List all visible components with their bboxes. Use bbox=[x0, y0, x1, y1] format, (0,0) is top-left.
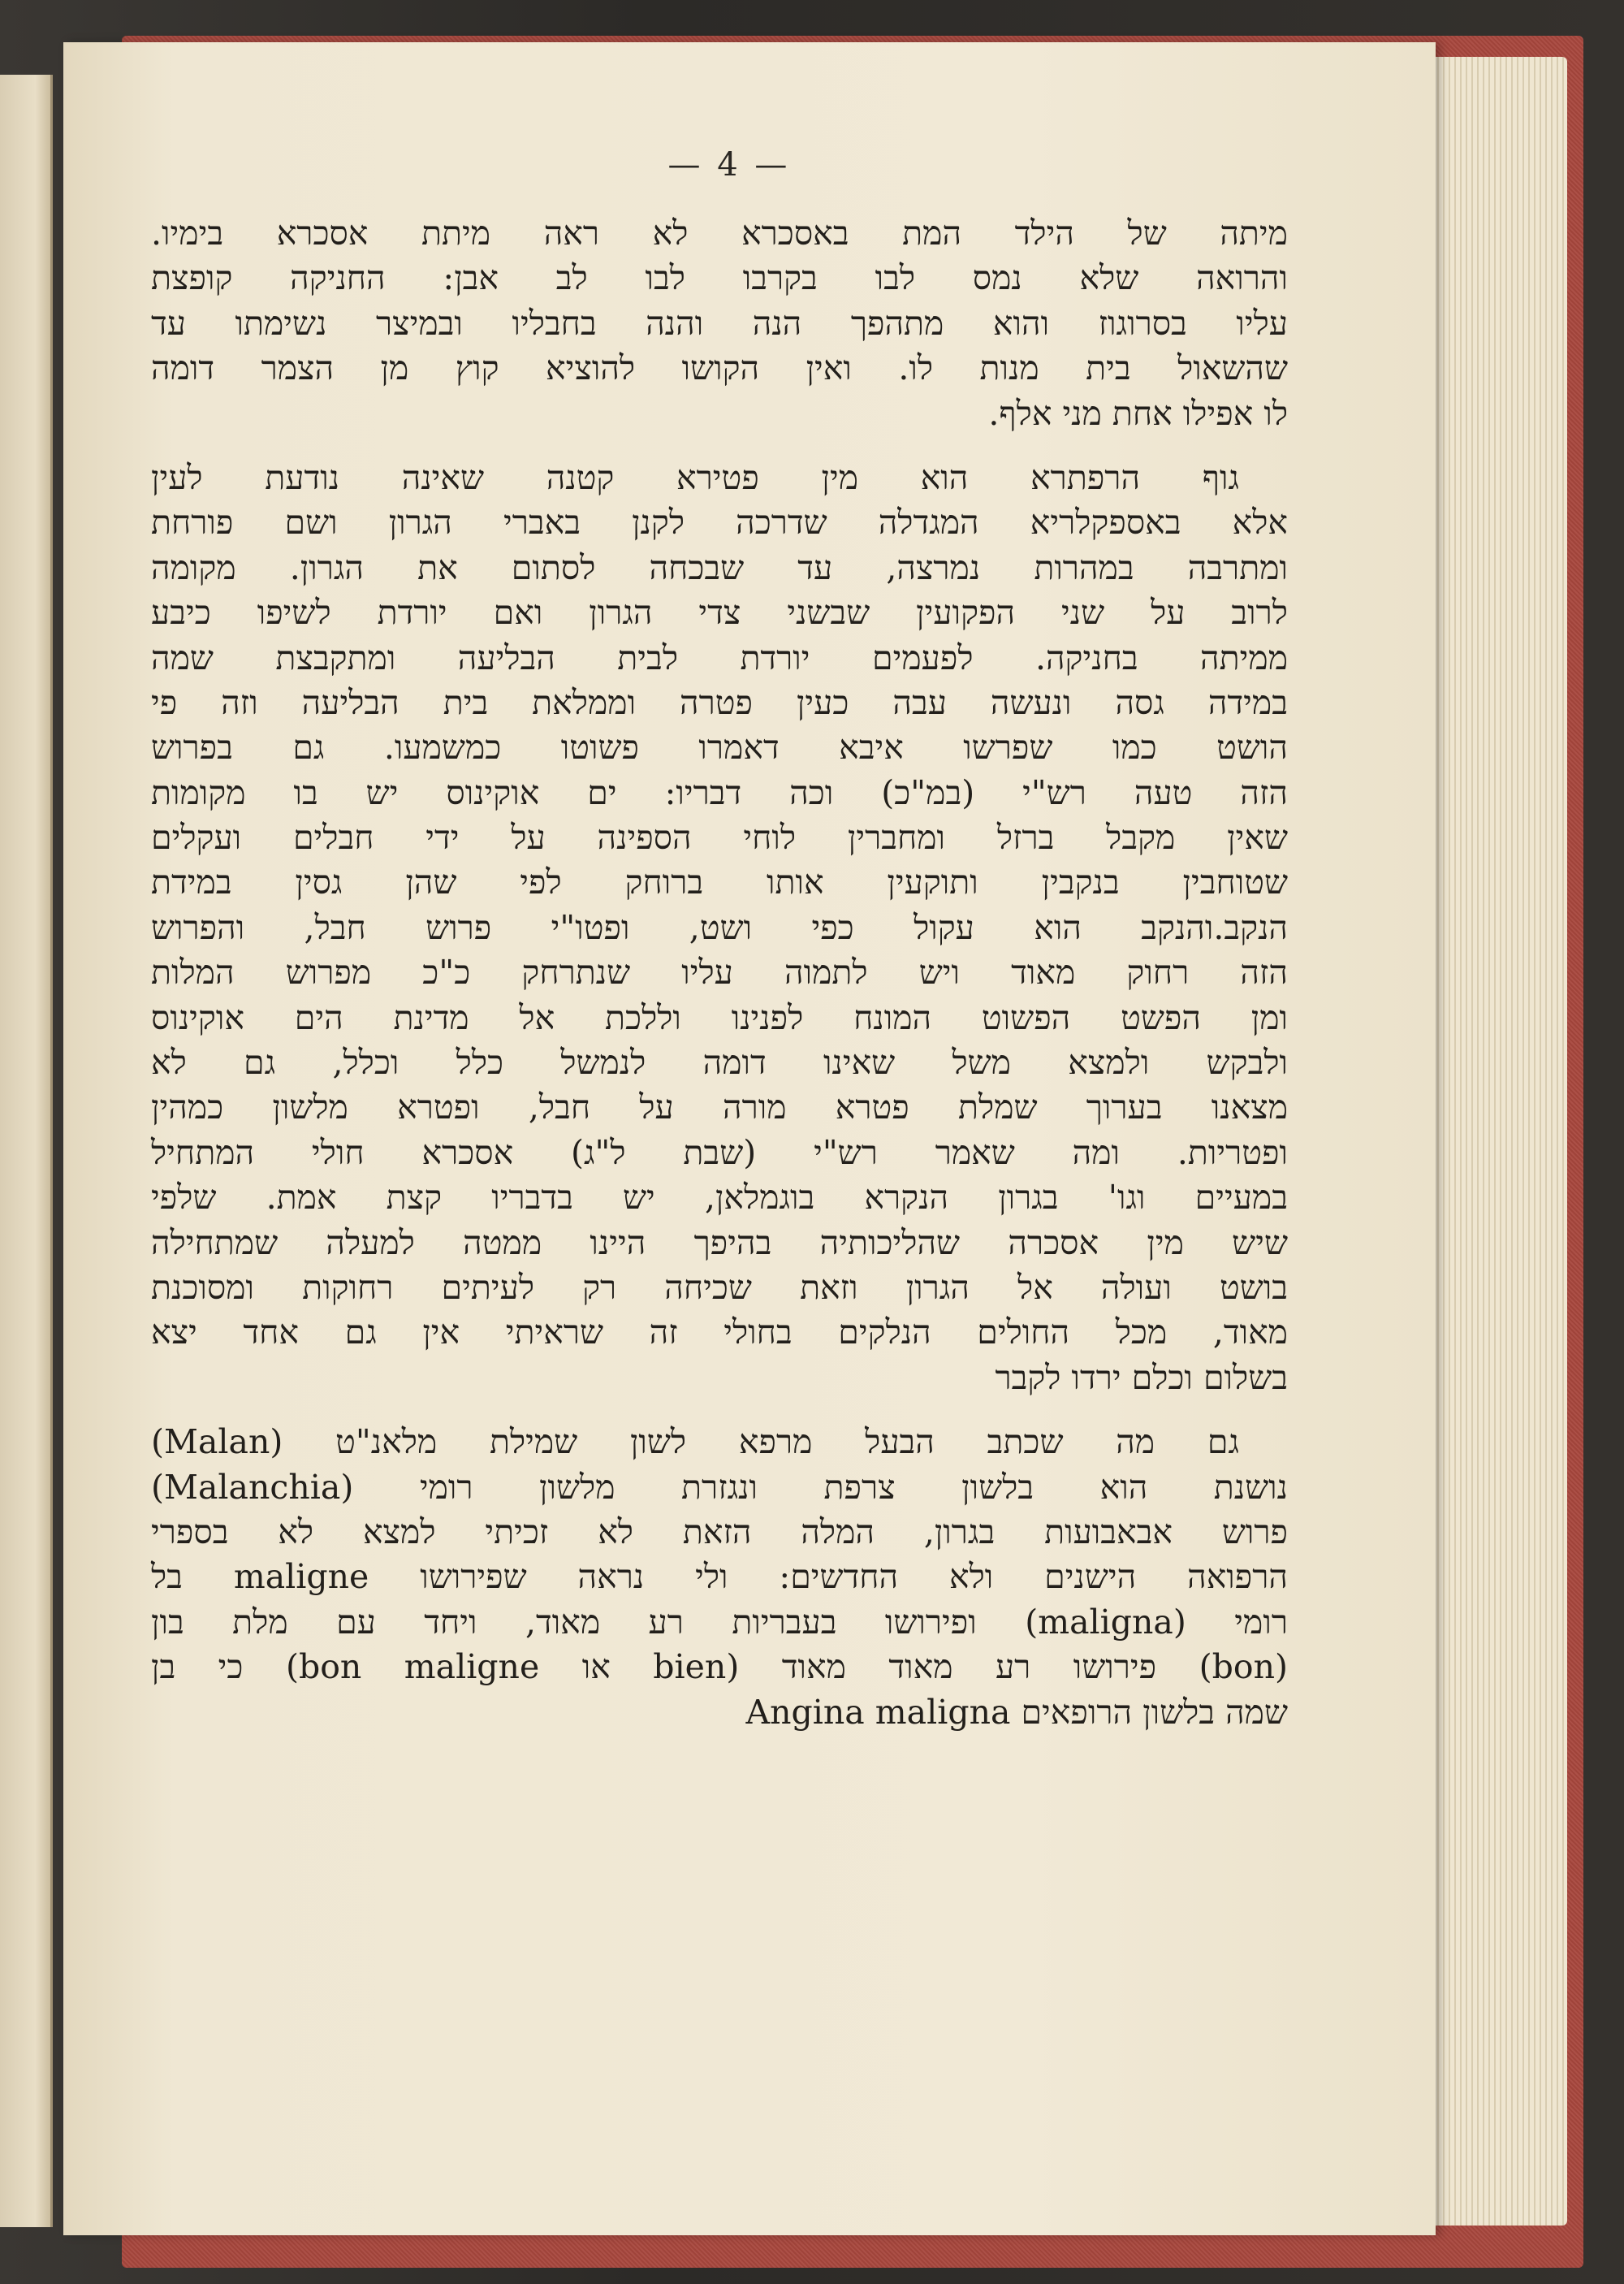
text-line: הנקב.והנקב הוא עקול כפי ושט, ופטו"י פרוש חבל, והפרוש bbox=[151, 907, 1288, 947]
text-line: שאין מקבל ברזל ומחברין לוחי הספינה על ידי חבלים ועקלים bbox=[151, 818, 1288, 858]
text-line: שיש מין אסכרה שהליכותיה בהיפך היינו ממטה למעלה שמתחילה bbox=[151, 1222, 1288, 1262]
text-line: בשלום וכלם ירדו לקבר bbox=[995, 1357, 1288, 1397]
text-line: מיתה של הילד המת באסכרא לא ראה מיתת אסכרא בימיו. bbox=[151, 214, 1288, 253]
text-line: מאוד, מכל החולים הנלקים בחולי זה שראיתי אין גם אחד יצא bbox=[151, 1313, 1288, 1352]
text-line: פרוש אבאבועות בגרון, המלה הזאת לא זכיתי למצא לא בספרי bbox=[151, 1512, 1288, 1551]
paragraph bbox=[151, 211, 1288, 436]
page-number: — 4 — bbox=[667, 146, 791, 184]
text-line: הושט כמו שפרשו איבא דאמרו פשוטו כמשמעו. גם בפרוש bbox=[151, 728, 1288, 768]
text-line: ומן הפשט הפשוט המונח לפנינו וללכת אל מדינת הים אוקינוס bbox=[151, 997, 1288, 1037]
text-line: ופטריות. ומה שאמר רש"י (שבת ל"ג) אסכרא חולי המתחיל bbox=[151, 1132, 1288, 1172]
text-line: גם מה שכתב הבעל מרפא לשון שמילת מלאנ"ט (Malan) bbox=[151, 1422, 1239, 1462]
text-line: רומי (maligna) ופירושו בעבריות רע מאוד, ויחד עם מלת בון bbox=[151, 1602, 1288, 1642]
paragraph bbox=[151, 456, 1288, 1400]
text-line: אלא באספקלריא המגדלה שדרכה לקנן באברי הגרון ושם פורחת bbox=[151, 503, 1288, 543]
text-line: עליו בסרוגוז והוא מתהפך הנה והנה בחבליו ובמיצר נשימתו עד bbox=[151, 303, 1288, 343]
text-line: הזה טעה רש"י (במ"כ) וכה דבריו: ים אוקינוס יש בו מקומות bbox=[151, 772, 1288, 812]
text-line: ולבקש ולמצא משל שאינו דומה לנמשל כלל וכלל, גם לא bbox=[151, 1043, 1288, 1083]
text-line: מצאנו בערוך שמלת פטרא מורה על חבל, ופטרא מלשון כמהין bbox=[151, 1088, 1288, 1127]
text-line: במידה גסה ונעשה עבה כעין פטרה וממלאת בית הבליעה וזה פי bbox=[151, 682, 1288, 722]
text-line: לו אפילו אחת מני אלף. bbox=[988, 393, 1288, 433]
text-line: שטוחבין בנקבין ותוקעין אותו ברוחק לפי שהן גסין במידת bbox=[151, 863, 1288, 902]
text-line: נושנת הוא בלשון צרפת ונגזרת מלשון רומי (Malanchia) bbox=[151, 1467, 1288, 1507]
text-line: ממיתה בחניקה. לפעמים יורדת לבית הבליעה ומתקבצת שמה bbox=[151, 638, 1288, 677]
text-line: בושט ועולה אל הגרון וזאת שכיחה רק לעיתים רחוקות ומסוכנת bbox=[151, 1267, 1288, 1307]
text-line: (bon) פירושו רע מאוד מאוד (bien או bon maligne) כי בן bbox=[151, 1647, 1288, 1687]
text-line: במעיים וגו' בגרון הנקרא בוגמלאן, יש בדבריו קצת אמת. שלפי bbox=[151, 1178, 1288, 1218]
page-text bbox=[151, 211, 1288, 1754]
text-line: הזה רחוק מאוד ויש לתמוה עליו שנתרחק כ"כ מפרוש המלות bbox=[151, 953, 1288, 993]
text-line: הרפואה הישנים ולא החדשים: ולי נראה שפירושו maligne בל bbox=[151, 1557, 1288, 1597]
text-line: גוף הרפתרא הוא מין פטירא קטנה שאינה נודעת לעין bbox=[151, 457, 1239, 497]
text-line: ומתרבה במהרות נמרצה, עד שבכחה לסתום את הגרון. מקומה bbox=[151, 547, 1288, 587]
text-line: שמה בלשון הרופאים Angina maligna bbox=[745, 1692, 1288, 1732]
text-line: שהשאול בית מנות לו. ואין הקושו להוציא קוץ מן הצמר דומה bbox=[151, 348, 1288, 388]
book-page bbox=[63, 42, 1436, 2235]
text-line: והרואה שלא נמס לבו בקרבו לבו לב אבן: החניקה קופצת bbox=[151, 258, 1288, 298]
paragraph bbox=[151, 1420, 1288, 1735]
text-line: לרוב על שני הפקועין שבשני צדי הגרון ואם יורדת לשיפו כיבע bbox=[151, 593, 1288, 633]
facing-page-edge bbox=[0, 75, 53, 2227]
